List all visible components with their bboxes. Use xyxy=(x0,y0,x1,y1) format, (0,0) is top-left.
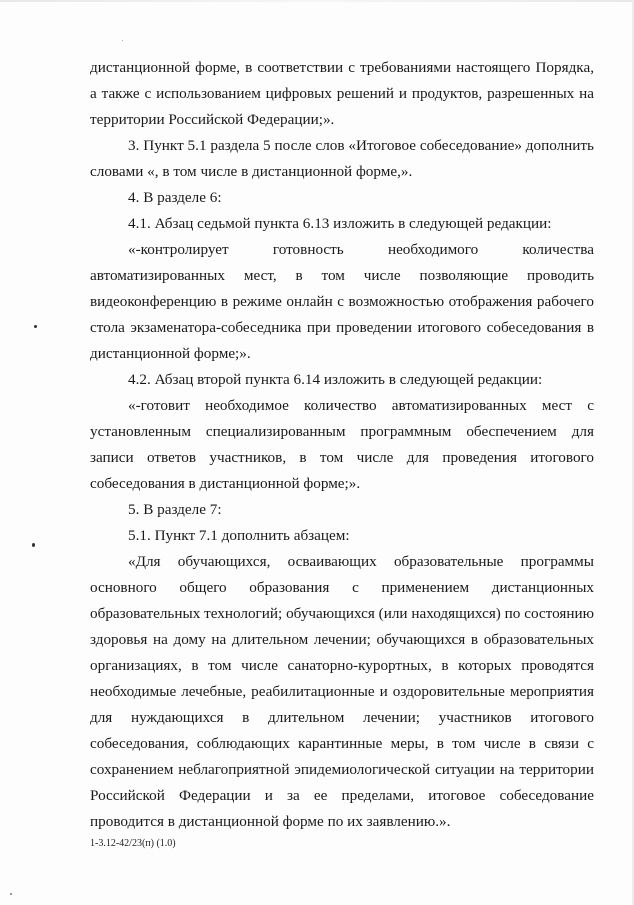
scan-speck xyxy=(32,543,35,547)
paragraph-continuation: дистанционной форме, в соответствии с требованиями настоящего Порядка, а также с использованием цифровых решений и продуктов, разрешенных на территории Российской Федерации;». xyxy=(90,59,594,128)
paragraph-item-4-2: 4.2. Абзац второй пункта 6.14 изложить в следующей редакции: xyxy=(128,371,543,388)
scan-edge-top xyxy=(0,0,634,2)
scan-speck xyxy=(34,325,37,328)
document-body xyxy=(90,55,594,835)
paragraph-quote-students: «Для обучающихся, осваивающих образовательные программы основного общего образования с применением дистанционных образовательных технологий; обучающихся (или находящихся) по состоянию здоровья на дому на длительном лечении; обучающихся в образовательных организациях, в том числе санаторно-курортных, в которых проводятся необходимые лечебные, реабилитационные и оздоровительные мероприятия для нуждающихся в длительном лечении; участников итогового собеседования, соблюдающих карантинные меры, в том числе в связи с сохранением неблагоприятной эпидемиологической ситуации на территории Российской Федерации и за ее пределами, итоговое собеседование проводится в дистанционной форме по их заявлению.». xyxy=(90,553,594,830)
scan-speck xyxy=(122,40,123,41)
document-footer-code: 1-3.12-42/23(п) (1.0) xyxy=(90,838,176,849)
paragraph-item-4-1: 4.1. Абзац седьмой пункта 6.13 изложить в следующей редакции: xyxy=(128,215,552,232)
paragraph-item-4: 4. В разделе 6: xyxy=(128,189,222,206)
paragraph-item-5: 5. В разделе 7: xyxy=(128,501,222,518)
scan-speck xyxy=(10,893,12,895)
paragraph-item-5-1: 5.1. Пункт 7.1 дополнить абзацем: xyxy=(128,527,350,544)
paragraph-quote-controls: «-контролирует готовность необходимого количества автоматизированных мест, в том числе позволяющие проводить видеоконференцию в режиме онлайн с возможностью отображения рабочего стола экзаменатора-собеседника при проведении итогового собеседования в дистанционной форме;». xyxy=(90,241,594,362)
paragraph-quote-prepares: «-готовит необходимое количество автоматизированных мест с установленным специализированным программным обеспечением для записи ответов участников, в том числе для проведения итогового собеседования в дистанционной форме;». xyxy=(90,397,594,492)
paragraph-item-3: 3. Пункт 5.1 раздела 5 после слов «Итоговое собеседование» дополнить словами «, в том числе в дистанционной форме,». xyxy=(90,137,594,180)
